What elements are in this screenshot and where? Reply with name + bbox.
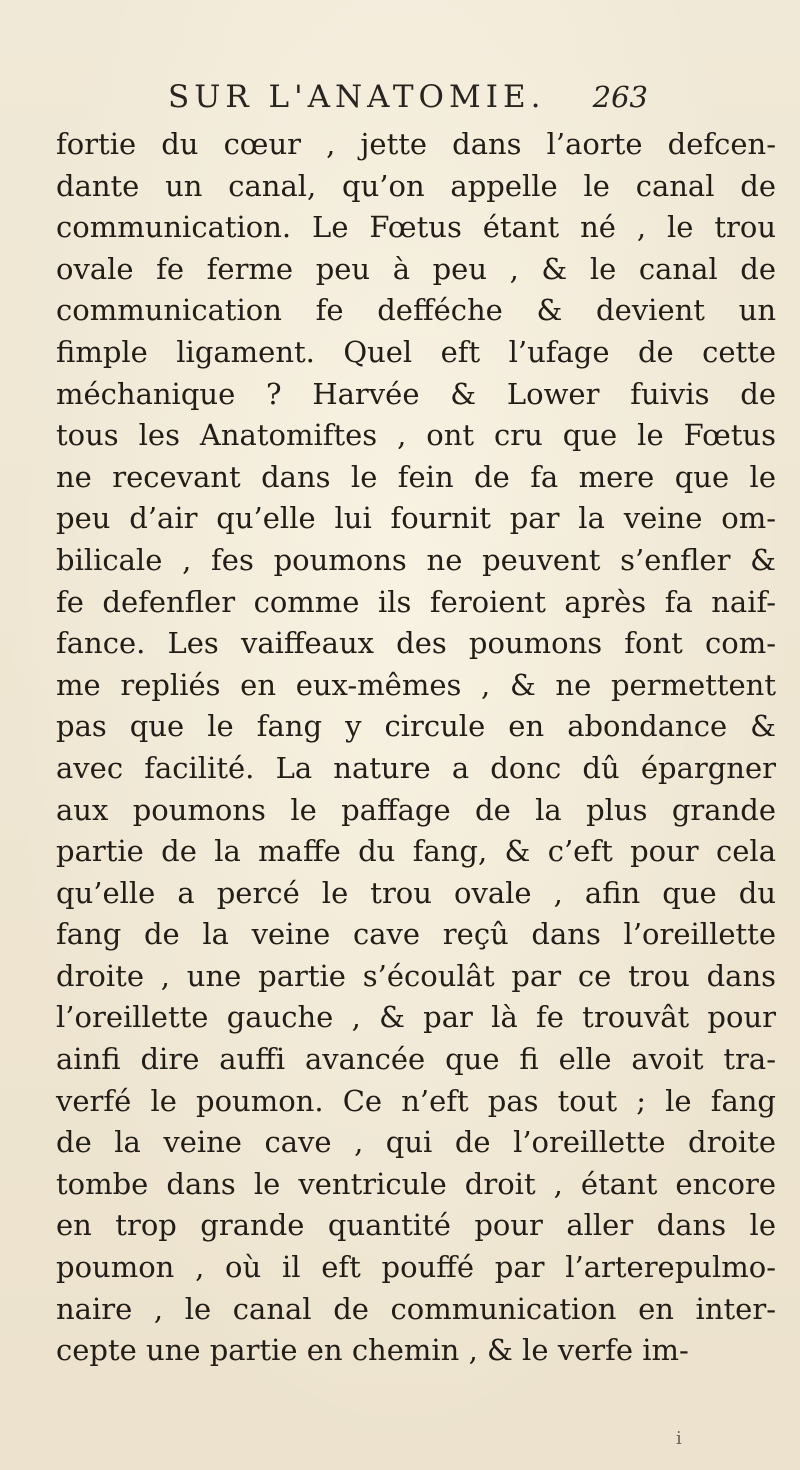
text-line: pas que le fang y circule en abondance & <box>56 709 776 744</box>
running-head <box>168 72 648 122</box>
text-line: peu d’air qu’elle lui fournit par la veine om- <box>56 501 776 536</box>
text-line: tombe dans le ventricule droit , étant encore <box>56 1166 776 1201</box>
page-number: 263 <box>592 80 648 114</box>
text-line: cepte une partie en chemin , & le verfe im- <box>56 1333 689 1368</box>
text-line: communication fe defféche & devient un <box>56 293 776 328</box>
text-line: naire , le canal de communication en inter- <box>56 1291 776 1326</box>
body-text <box>56 124 776 1372</box>
text-line: bilicale , fes poumons ne peuvent s’enfler & <box>56 542 776 577</box>
text-line: me repliés en eux-mêmes , & ne permettent <box>56 667 776 702</box>
text-line: ovale fe ferme peu à peu , & le canal de <box>56 251 776 286</box>
text-line: partie de la maffe du fang, & c’eft pour cela <box>56 834 776 869</box>
text-line: fimple ligament. Quel eft l’ufage de cette <box>56 334 776 369</box>
text-line: fortie du cœur , jette dans l’aorte defcen- <box>56 127 776 161</box>
text-line: fe defenfler comme ils feroient après fa naif- <box>56 584 776 619</box>
text-line: communication. Le Fœtus étant né , le trou <box>56 210 776 245</box>
text-line: avec facilité. La nature a donc dû épargner <box>56 750 776 785</box>
running-head-title: SUR L'ANATOMIE. <box>168 79 546 115</box>
catchword: i <box>676 1428 682 1449</box>
text-line: fance. Les vaiffeaux des poumons font com- <box>56 626 776 661</box>
text-line: fang de la veine cave reçû dans l’oreillette <box>56 917 776 952</box>
text-line: verfé le poumon. Ce n’eft pas tout ; le fang <box>56 1083 776 1118</box>
text-line: poumon , où il eft pouffé par l’arterepulmo- <box>56 1250 776 1285</box>
text-line: aux poumons le paffage de la plus grande <box>56 792 776 827</box>
text-line: tous les Anatomiftes , ont cru que le Fœtus <box>56 418 776 453</box>
text-line: en trop grande quantité pour aller dans le <box>56 1208 776 1243</box>
text-line: droite , une partie s’écoulât par ce trou dans <box>56 958 776 993</box>
text-line: ainfi dire auffi avancée que fi elle avoit tra- <box>56 1042 776 1077</box>
text-line: qu’elle a percé le trou ovale , afin que du <box>56 875 776 910</box>
text-line: l’oreillette gauche , & par là fe trouvât pour <box>56 1000 776 1035</box>
text-line: dante un canal, qu’on appelle le canal de <box>56 168 776 203</box>
text-line: méchanique ? Harvée & Lower fuivis de <box>56 376 776 411</box>
text-line: de la veine cave , qui de l’oreillette droite <box>56 1125 776 1160</box>
text-line: ne recevant dans le fein de fa mere que le <box>56 459 776 494</box>
